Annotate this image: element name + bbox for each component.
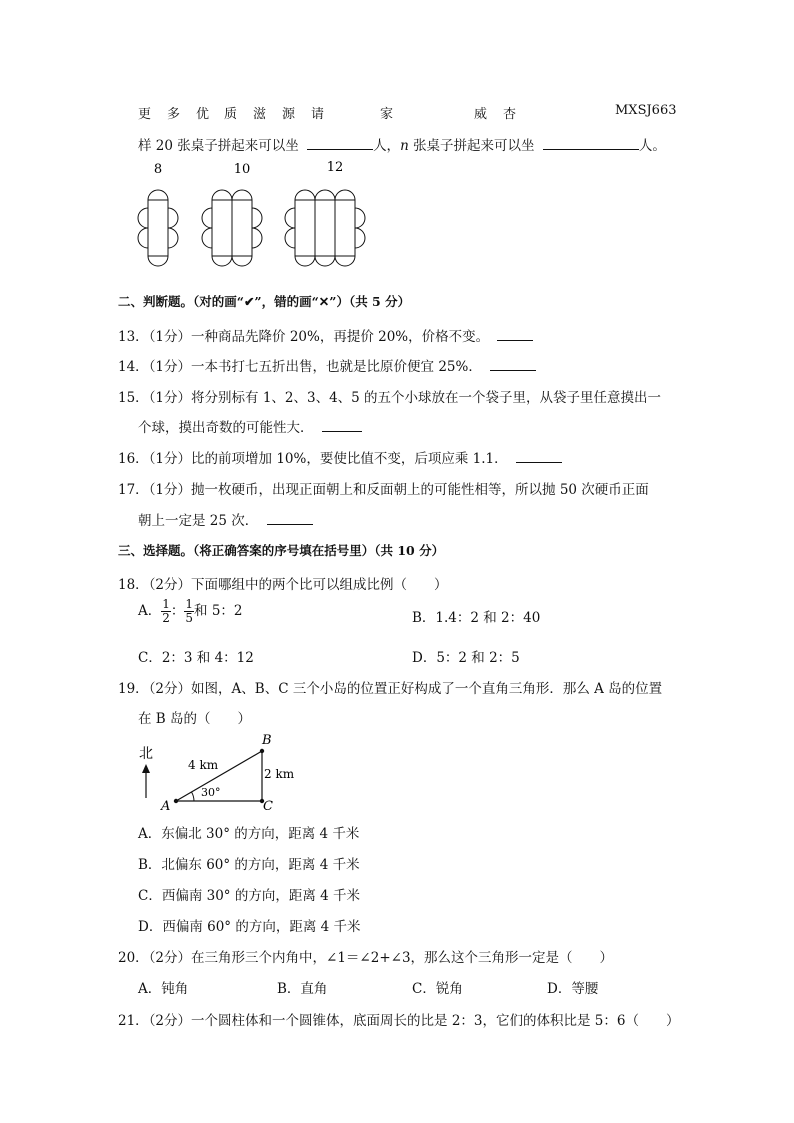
table-label-3: 12 [326, 160, 344, 175]
q-num: 16． [118, 451, 149, 467]
answer-blank[interactable] [322, 418, 362, 432]
question-16 [118, 447, 562, 467]
q-num: 19． [118, 681, 149, 697]
option-18-C[interactable]: C．2：3 和 4：12 [138, 650, 254, 666]
section-2-title: 二、判断题。（对的画“✔”，错的画“✕”）（共 5 分） [118, 294, 411, 309]
hyp-label: 4 km [188, 758, 219, 772]
answer-blank[interactable] [267, 511, 313, 525]
q-text-cont: 个球，摸出奇数的可能性大． [138, 420, 314, 436]
header-char: 源 [282, 107, 296, 122]
north-label: 北 [139, 746, 153, 762]
q-text: 如图，A、B、C 三个小岛的位置正好构成了一个直角三角形．那么 A 岛的位置 [191, 681, 663, 697]
option-label: A． [138, 603, 162, 619]
q12-n: n [400, 138, 409, 154]
header-char: 优 [196, 107, 210, 122]
option-text: 和 5：2 [194, 603, 243, 619]
q-num: 15． [118, 390, 149, 406]
option-19-B[interactable]: B．北偏东 60° 的方向，距离 4 千米 [138, 857, 360, 873]
q12-prefix: 样 20 张桌子拼起来可以坐 [138, 138, 299, 154]
point-b-label: B [262, 733, 272, 748]
table-label-1: 8 [153, 162, 163, 177]
q-score: （1分） [148, 482, 192, 498]
table-2 [202, 190, 262, 266]
header-char: 杏 [503, 107, 517, 122]
q-score: （2分） [148, 1013, 192, 1029]
q12-mid: 张桌子拼起来可以坐 [413, 138, 535, 154]
question-17 [118, 478, 649, 498]
q-num: 21． [118, 1013, 149, 1029]
question-17-cont [138, 509, 313, 529]
question-14 [118, 355, 536, 375]
vert-label: 2 km [264, 767, 295, 781]
q-text: 比的前项增加 10%，要使比值不变，后项应乘 1.1． [191, 451, 508, 467]
q-num: 17． [118, 482, 149, 498]
header-char: 滋 [253, 107, 267, 122]
header-char: 家 [380, 107, 394, 122]
q-score: （2分） [148, 681, 192, 697]
answer-blank[interactable] [516, 449, 562, 463]
option-20-A[interactable]: A．钝角 [138, 981, 189, 997]
tables-figure [130, 156, 390, 281]
table-3 [285, 190, 365, 266]
question-20 [118, 946, 613, 966]
question-15 [118, 386, 661, 406]
answer-blank[interactable] [543, 136, 639, 150]
q12-unit: 人， [373, 138, 401, 154]
header-char: 多 [167, 107, 181, 122]
option-19-C[interactable]: C．西偏南 30° 的方向，距离 4 千米 [138, 888, 361, 904]
header-char: 请 [311, 107, 325, 122]
q-num: 18． [118, 577, 149, 593]
q-text: 一种商品先降价 20%，再提价 20%，价格不变。 [191, 329, 490, 345]
table-1 [138, 190, 178, 266]
frac-den: 5 [185, 611, 194, 625]
point-a-label: A [161, 799, 171, 814]
q-score: （1分） [148, 451, 192, 467]
option-18-A[interactable] [138, 598, 243, 625]
header-char: 威 [474, 107, 488, 122]
point-c-label: C [263, 799, 273, 814]
q-num: 13． [118, 329, 149, 345]
option-18-D[interactable]: D．5：2 和 2：5 [412, 650, 520, 666]
question-18 [118, 573, 448, 593]
option-20-D[interactable]: D．等腰 [547, 981, 599, 997]
q-text: 抛一枚硬币，出现正面朝上和反面朝上的可能性相等，所以抛 50 次硬币正面 [191, 482, 649, 498]
answer-blank[interactable] [490, 357, 536, 371]
q-score: （2分） [148, 950, 192, 966]
q-num: 14． [118, 359, 149, 375]
fraction [161, 598, 171, 625]
q-num: 20． [118, 950, 149, 966]
q-text: 一本书打七五折出售，也就是比原价便宜 25%． [191, 359, 482, 375]
option-19-A[interactable]: A．东偏北 30° 的方向，距离 4 千米 [138, 826, 360, 842]
header-char: 质 [224, 107, 238, 122]
triangle-figure [130, 728, 310, 814]
question-15-cont [138, 416, 362, 436]
q-text: 在三角形三个内角中，∠1＝∠2+∠3，那么这个三角形一定是（ ） [191, 950, 614, 966]
frac-num: 1 [162, 597, 170, 611]
frac-num: 1 [185, 597, 194, 611]
q-text: 一个圆柱体和一个圆锥体，底面周长的比是 2：3，它们的体积比是 5：6（ ） [191, 1013, 680, 1029]
q-score: （1分） [148, 390, 192, 406]
angle-label: 30° [201, 786, 221, 799]
option-18-B[interactable]: B．1.4：2 和 2：40 [412, 610, 541, 626]
table-label-2: 10 [233, 162, 251, 177]
colon: ： [170, 603, 185, 619]
fraction [184, 598, 194, 625]
answer-blank[interactable] [307, 136, 373, 150]
header-code: MXSJ663 [615, 103, 677, 118]
option-20-C[interactable]: C．锐角 [412, 981, 463, 997]
question-21 [118, 1009, 679, 1029]
q12-end: 人。 [638, 138, 666, 154]
q-text-cont: 朝上一定是 25 次． [138, 513, 259, 529]
q-text: 将分别标有 1、2、3、4、5 的五个小球放在一个袋子里，从袋子里任意摸出一 [191, 390, 662, 406]
q12-line [138, 134, 666, 154]
q-score: （1分） [148, 329, 192, 345]
question-19 [118, 677, 662, 697]
option-19-D[interactable]: D．西偏南 60° 的方向，距离 4 千米 [138, 919, 361, 935]
answer-blank[interactable] [497, 327, 533, 341]
frac-den: 2 [162, 611, 170, 625]
section-3-title: 三、选择题。（将正确答案的序号填在括号里）（共 10 分） [118, 543, 445, 558]
question-19-cont: 在 B 岛的（ ） [138, 711, 252, 727]
q-score: （1分） [148, 359, 192, 375]
question-13 [118, 325, 533, 345]
q-score: （2分） [148, 577, 192, 593]
option-20-B[interactable]: B．直角 [277, 981, 328, 997]
q-text: 下面哪组中的两个比可以组成比例（ ） [191, 577, 448, 593]
header-char: 更 [138, 107, 152, 122]
